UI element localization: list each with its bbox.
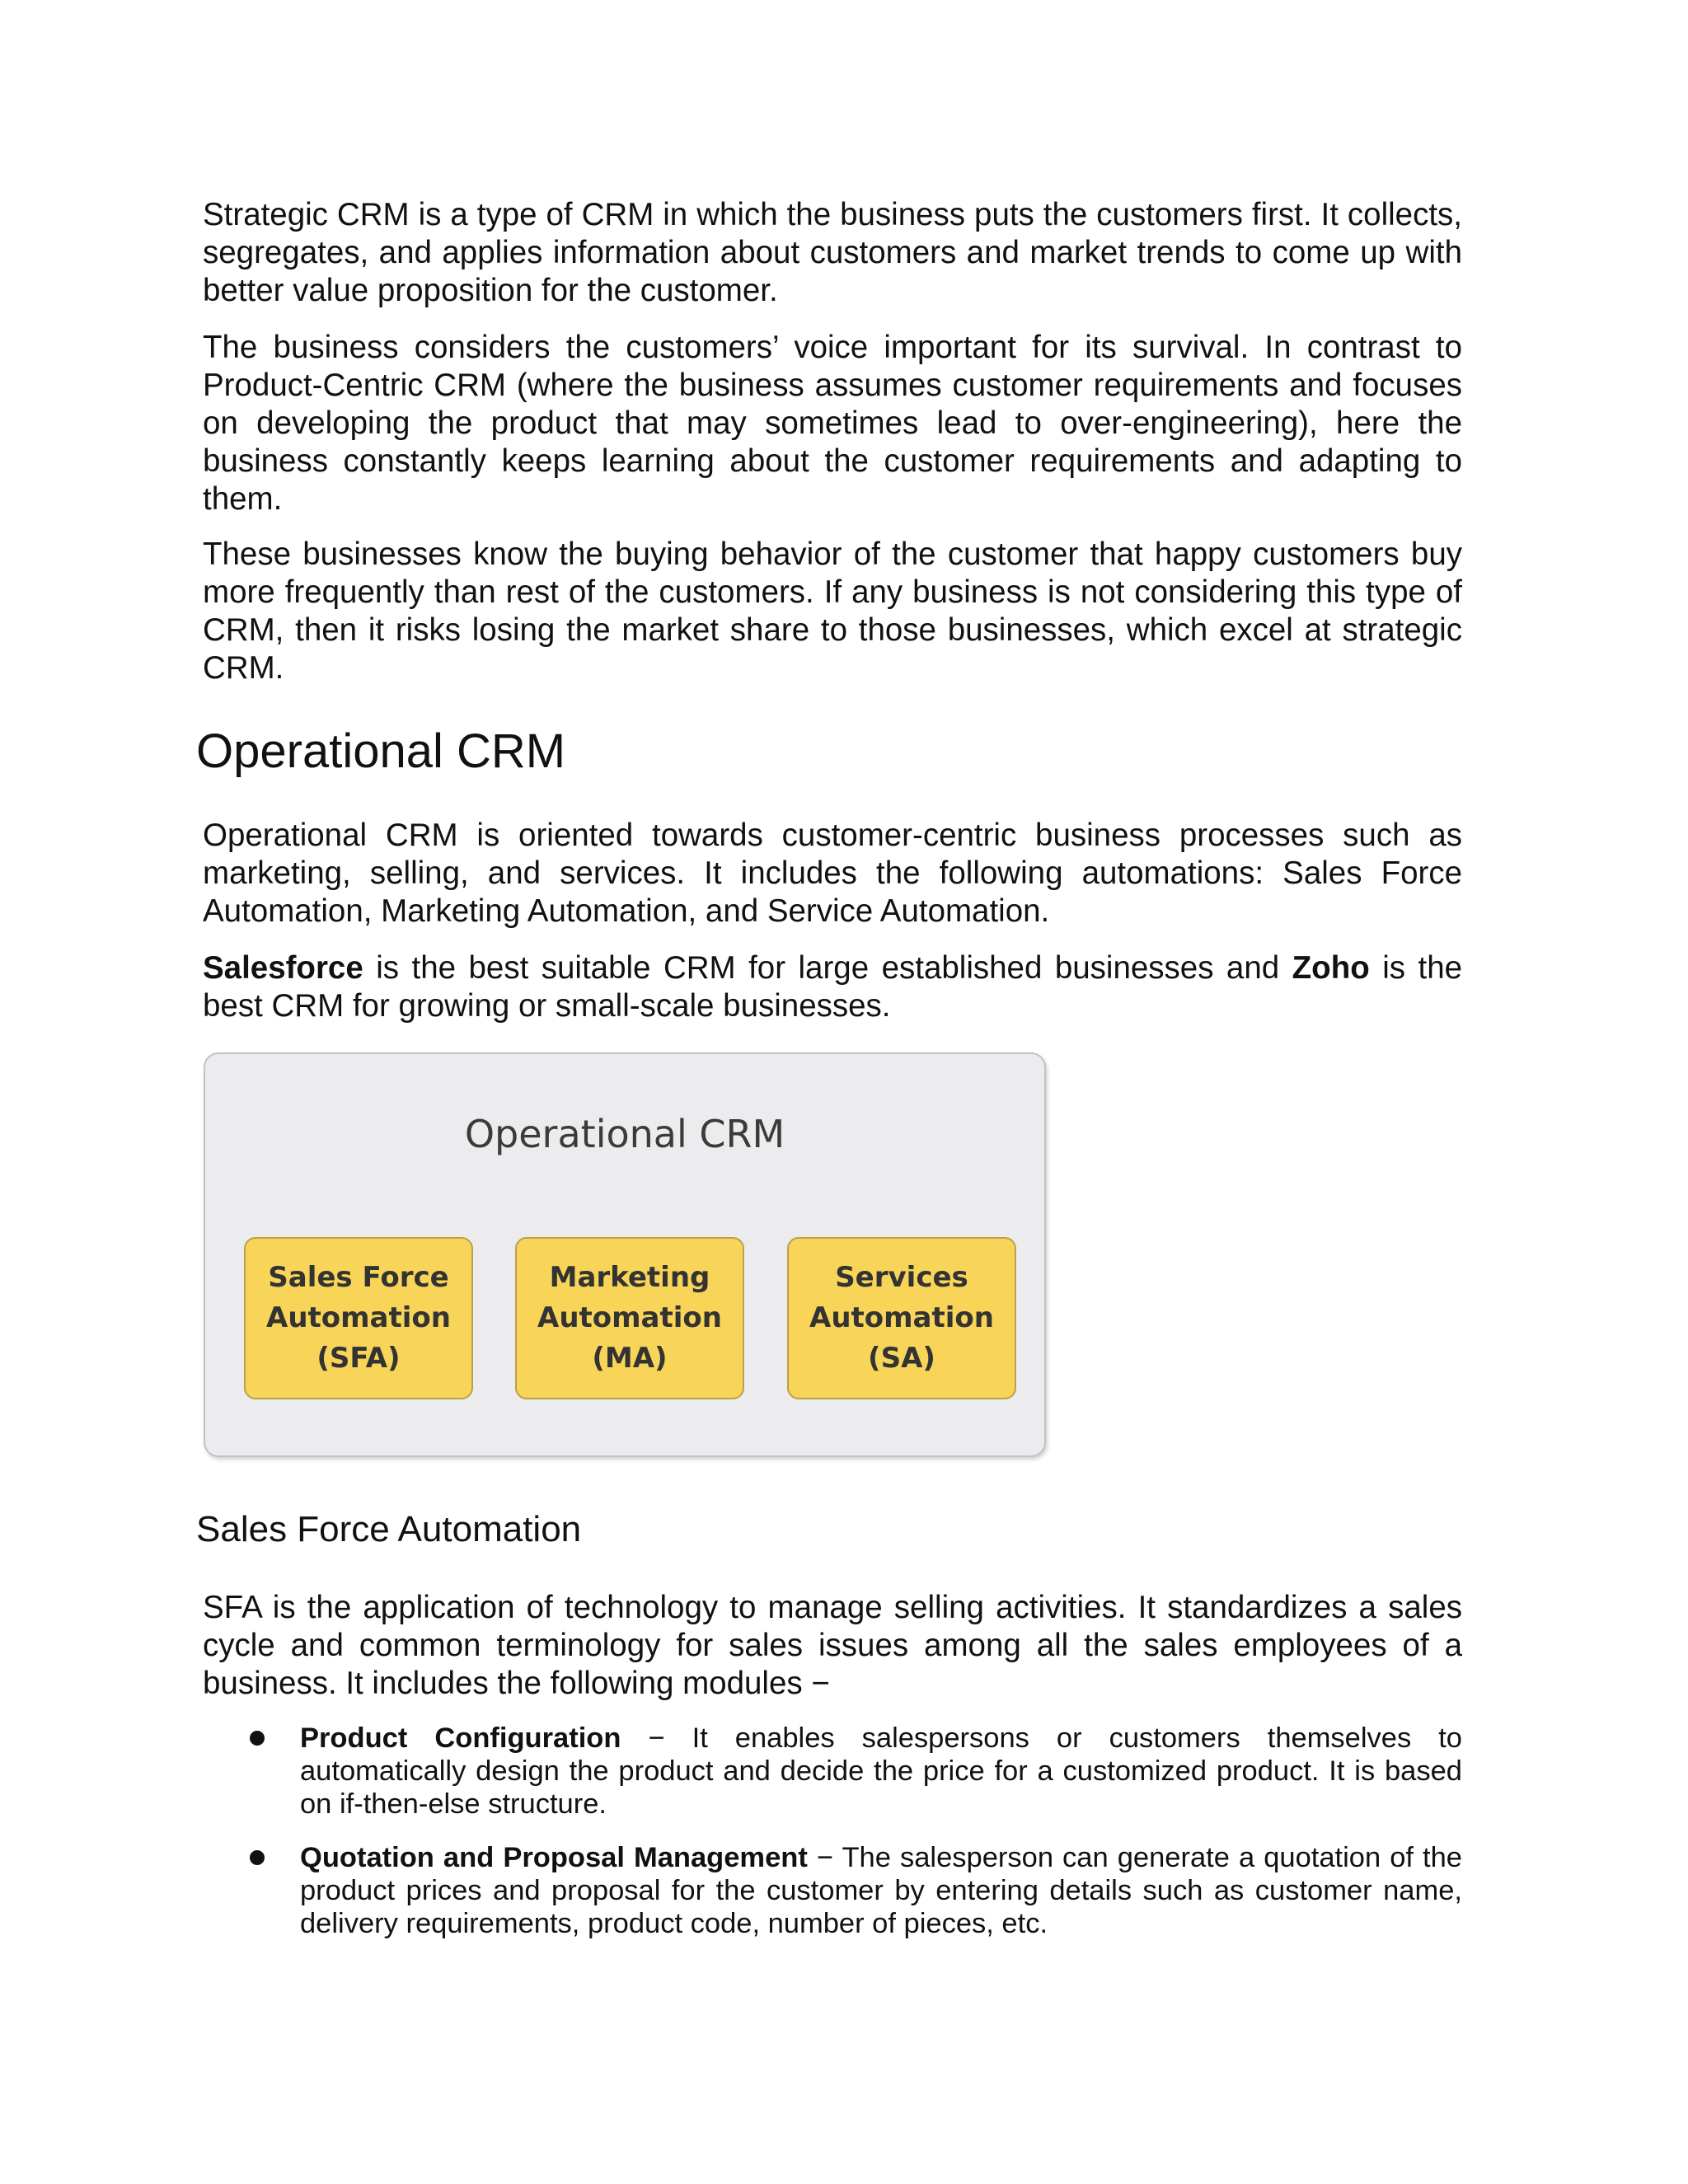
bullet-product-configuration: [300, 1722, 1462, 1821]
paragraph-text-1: is the best suitable CRM for large established businesses and: [363, 950, 1292, 986]
ma-box: [515, 1237, 744, 1399]
bullet-text: − It enables salespersons or customers themselves to automatically design the product and decide the price for a customized product. It is based on if-then-else structure.: [300, 1722, 1462, 1820]
salesforce-bold: Salesforce: [203, 950, 363, 986]
operational-crm-paragraph-2: [203, 949, 1462, 1025]
sfa-box-line-2: Automation: [266, 1301, 451, 1334]
sa-box-line-2: Automation: [809, 1301, 994, 1334]
bullet-title: Quotation and Proposal Management: [300, 1842, 808, 1873]
bullet-title: Product Configuration: [300, 1722, 621, 1754]
sa-box: [787, 1237, 1016, 1399]
paragraph-text-2: is the best CRM for growing or small-scale businesses.: [203, 950, 1463, 1024]
operational-crm-diagram: [204, 1052, 1046, 1457]
strategic-crm-paragraph-2: The business considers the customers’ voice important for its survival. In contrast to Product-Centric CRM (where the business assumes customer requirements and focuses on developing the product that may sometimes lead to over-engineering), here the business constantly keeps learning about the customer requirements and adapting to them.: [203, 330, 1462, 517]
sfa-box: [244, 1237, 473, 1399]
sfa-box-line-3: (SFA): [316, 1342, 401, 1375]
sa-box-line-1: Services: [835, 1261, 968, 1294]
sfa-paragraph: SFA is the application of technology to manage selling activities. It standardizes a sales cycle and common terminology for sales issues among all the sales employees of a business. It includes the following modules −: [203, 1590, 1462, 1701]
operational-crm-heading: Operational CRM: [196, 724, 566, 778]
bullet-icon: [250, 1850, 265, 1865]
sales-force-automation-heading: Sales Force Automation: [196, 1509, 582, 1549]
sfa-box-line-1: Sales Force: [268, 1261, 449, 1294]
bullet-text: − The salesperson can generate a quotation of the product prices and proposal for the customer by entering details such as customer name, delivery requirements, product code, number of pieces, etc.: [300, 1842, 1462, 1939]
sa-box-line-3: (SA): [868, 1342, 935, 1375]
strategic-crm-paragraph-1: Strategic CRM is a type of CRM in which the business puts the customers first. It collects, segregates, and applies information about customers and market trends to come up with better value proposition for the customer.: [203, 197, 1462, 308]
zoho-bold: Zoho: [1292, 950, 1370, 986]
ma-box-line-3: (MA): [592, 1342, 668, 1375]
ma-box-line-1: Marketing: [549, 1261, 710, 1294]
bullet-icon: [250, 1731, 265, 1746]
bullet-quotation-proposal: [300, 1841, 1462, 1940]
strategic-crm-paragraph-3: These businesses know the buying behavior of the customer that happy customers buy more frequently than rest of the customers. If any business is not considering this type of CRM, then it risks losing the market share to those businesses, which excel at strategic CRM.: [203, 537, 1462, 686]
diagram-title: Operational CRM: [464, 1112, 785, 1156]
operational-crm-paragraph-1: Operational CRM is oriented towards customer-centric business processes such as marketing, selling, and services. It includes the following automations: Sales Force Automation, Marketing Automation, and Service Automation.: [203, 818, 1462, 929]
ma-box-line-2: Automation: [537, 1301, 722, 1334]
